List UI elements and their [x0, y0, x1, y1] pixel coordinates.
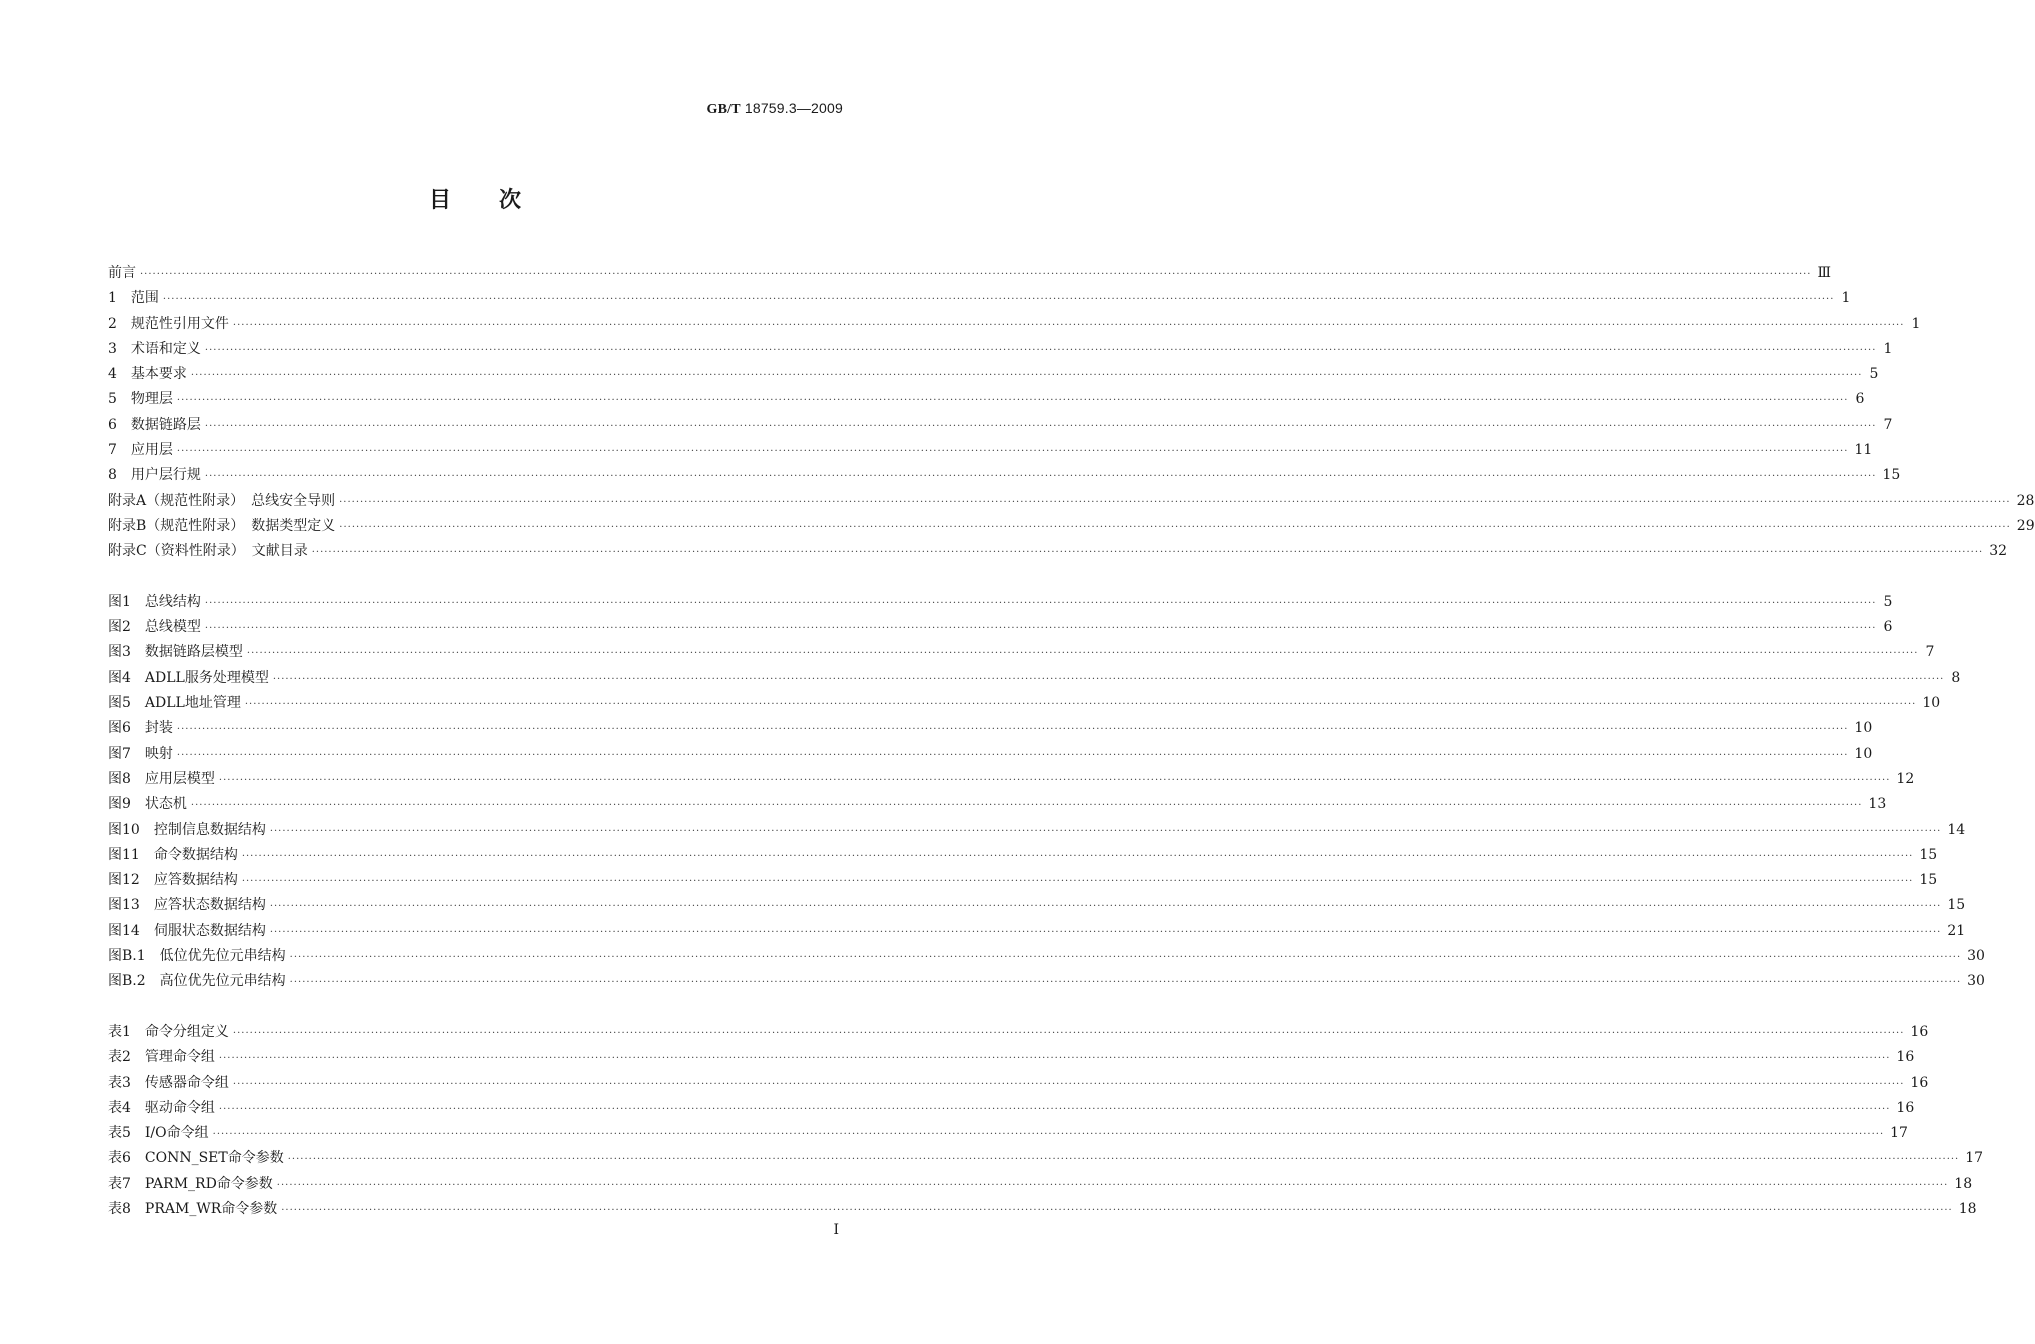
toc-entry-page: 5 [1869, 366, 1879, 383]
toc-entry[interactable] [108, 868, 1938, 893]
toc-entry-label: 表2 管理命令组 [108, 1049, 215, 1066]
toc-entry-label: 表6 CONN_SET命令参数 [108, 1150, 284, 1167]
dot-leader: ················································································································································································································································································································································································································ [204, 420, 1877, 432]
dot-leader: ················································································································································································································································································································································································································ [176, 724, 1849, 736]
dot-leader: ················································································································································································································································································································································································································ [244, 699, 1917, 711]
dot-leader: ················································································································································································································································································································································································································ [204, 597, 1877, 609]
toc-entry[interactable] [108, 919, 1966, 944]
toc-entry-page: 15 [1919, 872, 1938, 889]
dot-leader: ················································································································································································································································································································································································································ [162, 294, 1835, 306]
toc-entry-page: 21 [1947, 922, 1966, 939]
toc-entry[interactable] [108, 337, 1893, 362]
toc-entry-page: 29 [2016, 517, 2035, 534]
toc-entry[interactable] [108, 615, 1893, 640]
dot-leader: ················································································································································································································································································································································································································ [232, 1027, 1905, 1039]
toc-entry-label: 图12 应答数据结构 [108, 872, 238, 889]
dot-leader: ················································································································································································································································································································································································································ [176, 749, 1849, 761]
dot-leader: ················································································································································································································································································································································································································ [281, 1204, 1953, 1216]
toc-entry-page: 30 [1967, 973, 1985, 990]
toc-entry-page: 32 [1989, 543, 2008, 560]
dot-leader: ················································································································································································································································································································································································································ [269, 825, 1942, 837]
toc-entry-label: 4 基本要求 [108, 366, 187, 383]
table-of-contents [108, 261, 2035, 1222]
toc-group-tables [108, 1020, 1984, 1222]
toc-entry-label: 表5 I/O命令组 [108, 1125, 209, 1142]
dot-leader: ················································································································································································································································································································································································································ [289, 952, 1962, 964]
toc-entry[interactable] [108, 969, 1985, 994]
toc-entry-page: 13 [1868, 796, 1887, 813]
toc-entry[interactable] [108, 1020, 1929, 1045]
toc-entry-label: 表4 驱动命令组 [108, 1099, 215, 1116]
toc-entry[interactable] [108, 286, 1851, 311]
toc-entry-label: 7 应用层 [108, 442, 173, 459]
toc-entry-page: 16 [1896, 1049, 1915, 1066]
toc-entry-label: 附录C（资料性附录） 文献目录 [108, 543, 308, 560]
toc-group-chapters [108, 261, 2035, 565]
dot-leader: ················································································································································································································································································································································································································ [289, 977, 1962, 989]
toc-entry[interactable] [108, 691, 1941, 716]
dot-leader: ················································································································································································································································································································································································································ [339, 496, 2011, 508]
toc-entry-label: 图4 ADLL服务处理模型 [108, 669, 269, 686]
toc-entry-page: 7 [1925, 644, 1935, 661]
toc-entry-page: 6 [1855, 391, 1865, 408]
toc-entry[interactable] [108, 590, 1893, 615]
toc-entry-label: 图B.2 高位优先位元串结构 [108, 973, 286, 990]
toc-entry-label: 附录A（规范性附录） 总线安全导则 [108, 492, 336, 509]
toc-entry-label: 图6 封装 [108, 720, 173, 737]
dot-leader: ················································································································································································································································································································································································································ [287, 1154, 1960, 1166]
dot-leader: ················································································································································································································································································································································································································ [311, 547, 1984, 559]
dot-leader: ················································································································································································································································································································································································································ [176, 446, 1849, 458]
dot-leader: ················································································································································································································································································································································································································ [241, 850, 1914, 862]
toc-entry-page: 15 [1947, 897, 1966, 914]
dot-leader: ················································································································································································································································································································································································································ [176, 395, 1849, 407]
toc-entry-label: 前言 [108, 265, 136, 281]
toc-entry-page: 16 [1910, 1023, 1929, 1040]
toc-entry-label: 图1 总线结构 [108, 593, 201, 610]
toc-entry-page: 30 [1967, 948, 1985, 965]
dot-leader: ················································································································································································································································································································································································································ [218, 774, 1891, 786]
toc-entry[interactable] [108, 893, 1966, 918]
toc-entry[interactable] [108, 818, 1966, 843]
toc-entry-page: 12 [1896, 770, 1915, 787]
toc-entry[interactable] [108, 539, 2008, 564]
toc-entry[interactable] [108, 1146, 1984, 1171]
dot-leader: ················································································································································································································································································································································································································ [232, 1078, 1905, 1090]
toc-entry-page: 18 [1954, 1175, 1973, 1192]
toc-entry[interactable] [108, 640, 1935, 665]
toc-entry-page: 11 [1854, 442, 1873, 459]
toc-entry[interactable] [108, 1121, 1908, 1146]
toc-entry-page: 7 [1883, 416, 1893, 433]
toc-entry-label: 图7 映射 [108, 745, 173, 762]
dot-leader: ················································································································································································································································································································································································································ [269, 926, 1942, 938]
toc-entry[interactable] [108, 1045, 1915, 1070]
toc-entry-page: 17 [1965, 1150, 1984, 1167]
toc-entry[interactable] [108, 843, 1938, 868]
toc-entry-label: 图2 总线模型 [108, 619, 201, 636]
toc-entry-label: 表7 PARM_RD命令参数 [108, 1175, 273, 1192]
toc-entry-page: 8 [1951, 669, 1961, 686]
dot-leader: ················································································································································································································································································································································································································ [276, 1179, 1949, 1191]
toc-entry-label: 图3 数据链路层模型 [108, 644, 243, 661]
toc-entry-page: 17 [1890, 1125, 1908, 1142]
toc-entry-label: 3 术语和定义 [108, 340, 201, 357]
toc-entry-page: 10 [1854, 720, 1873, 737]
toc-entry-page: 18 [1958, 1200, 1977, 1217]
dot-leader: ················································································································································································································································································································································································································ [204, 623, 1877, 635]
toc-entry-label: 图8 应用层模型 [108, 770, 215, 787]
dot-leader: ················································································································································································································································································································································································································ [190, 370, 1863, 382]
dot-leader: ················································································································································································································································································································································································································ [140, 269, 1812, 280]
standard-code [706, 100, 843, 118]
toc-entry[interactable] [108, 514, 2035, 539]
toc-entry-label: 表3 传感器命令组 [108, 1074, 229, 1091]
toc-entry[interactable] [108, 792, 1887, 817]
toc-entry-label: 6 数据链路层 [108, 416, 201, 433]
dot-leader: ················································································································································································································································································································································································································ [218, 1053, 1891, 1065]
toc-entry[interactable] [108, 489, 2035, 514]
standard-number: 18759.3—2009 [744, 100, 843, 116]
dot-leader: ················································································································································································································································································································································································································ [269, 901, 1942, 913]
toc-entry-label: 图9 状态机 [108, 796, 187, 813]
toc-entry-label: 图5 ADLL地址管理 [108, 695, 241, 712]
toc-entry-label: 8 用户层行规 [108, 467, 201, 484]
toc-entry-page: 28 [2016, 492, 2035, 509]
toc-entry-page: 10 [1854, 745, 1873, 762]
toc-entry[interactable] [108, 312, 1921, 337]
dot-leader: ················································································································································································································································································································································································································ [241, 876, 1914, 888]
toc-entry[interactable] [108, 1197, 1977, 1222]
toc-entry-label: 图B.1 低位优先位元串结构 [108, 948, 286, 965]
toc-entry[interactable] [108, 438, 1873, 463]
toc-entry-label: 附录B（规范性附录） 数据类型定义 [108, 517, 336, 534]
dot-leader: ················································································································································································································································································································································································································ [204, 471, 1877, 483]
toc-entry-page: 15 [1882, 467, 1901, 484]
dot-leader: ················································································································································································································································································································································································································ [190, 800, 1863, 812]
toc-entry-label: 1 范围 [108, 290, 159, 307]
toc-entry[interactable] [108, 362, 1879, 387]
toc-group-figures [108, 590, 1985, 995]
toc-entry[interactable] [108, 1172, 1973, 1197]
page-number: I [833, 1222, 839, 1238]
toc-entry-label: 表8 PRAM_WR命令参数 [108, 1200, 278, 1217]
dot-leader: ················································································································································································································································································································································································································ [339, 521, 2011, 533]
toc-entry-label: 5 物理层 [108, 391, 173, 408]
toc-entry-page: 1 [1911, 315, 1921, 332]
toc-entry-label: 表1 命令分组定义 [108, 1023, 229, 1040]
dot-leader: ················································································································································································································································································································································································································ [204, 344, 1877, 356]
toc-entry[interactable] [108, 944, 1985, 969]
toc-entry-page: 1 [1883, 340, 1893, 357]
toc-entry-page: Ⅲ [1817, 265, 1831, 281]
toc-entry-page: 15 [1919, 846, 1938, 863]
toc-entry[interactable] [108, 261, 1831, 286]
toc-entry-page: 6 [1883, 619, 1893, 636]
toc-entry-page: 5 [1883, 593, 1893, 610]
toc-entry-page: 14 [1947, 821, 1966, 838]
toc-entry[interactable] [108, 767, 1915, 792]
toc-entry[interactable] [108, 1071, 1929, 1096]
toc-entry[interactable] [108, 1096, 1915, 1121]
dot-leader: ················································································································································································································································································································································································································ [246, 648, 1919, 660]
toc-entry-page: 10 [1922, 695, 1941, 712]
toc-entry-label: 图10 控制信息数据结构 [108, 821, 266, 838]
toc-entry-page: 1 [1841, 290, 1851, 307]
toc-entry[interactable] [108, 666, 1961, 691]
toc-title: 目次 [428, 188, 569, 213]
toc-entry-label: 图11 命令数据结构 [108, 846, 238, 863]
toc-entry[interactable] [108, 463, 1901, 488]
toc-entry[interactable] [108, 413, 1893, 438]
dot-leader: ················································································································································································································································································································································································································ [212, 1129, 1885, 1141]
toc-entry-label: 2 规范性引用文件 [108, 315, 229, 332]
toc-entry[interactable] [108, 742, 1873, 767]
toc-entry-label: 图13 应答状态数据结构 [108, 897, 266, 914]
standard-prefix: GB/T [706, 102, 741, 117]
dot-leader: ················································································································································································································································································································································································································ [272, 673, 1945, 685]
dot-leader: ················································································································································································································································································································································································································ [232, 319, 1905, 331]
toc-entry[interactable] [108, 387, 1865, 412]
toc-entry[interactable] [108, 716, 1873, 741]
toc-entry-label: 图14 伺服状态数据结构 [108, 922, 266, 939]
toc-entry-page: 16 [1910, 1074, 1929, 1091]
toc-entry-page: 16 [1896, 1099, 1915, 1116]
dot-leader: ················································································································································································································································································································································································································ [218, 1103, 1891, 1115]
